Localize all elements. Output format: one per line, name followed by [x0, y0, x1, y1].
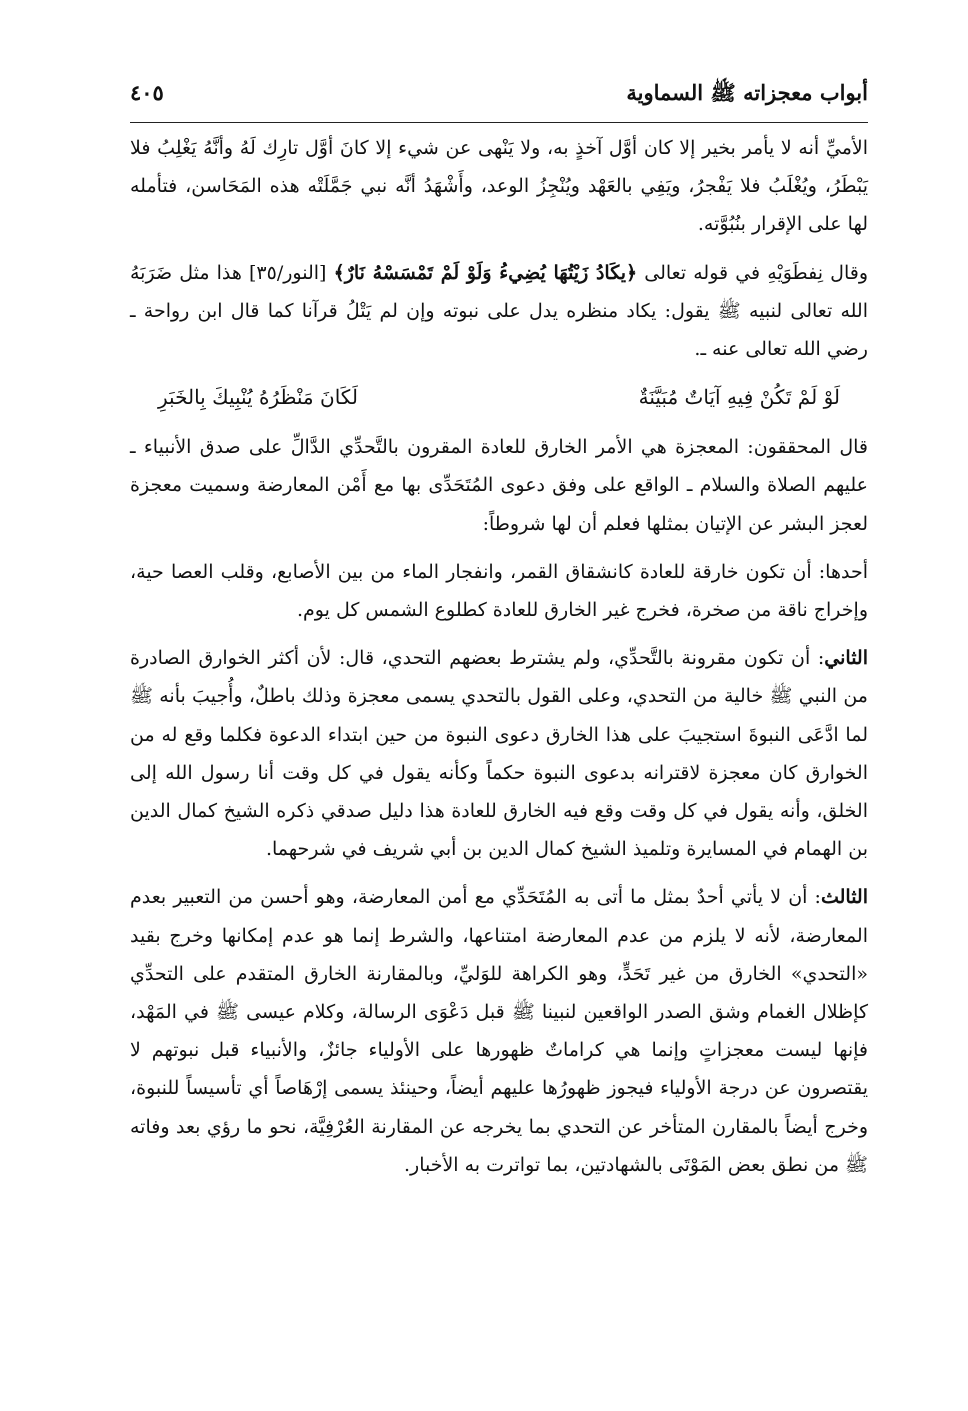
book-page: [130, 70, 868, 1194]
paragraph-5: [130, 639, 868, 868]
paragraph-3: قال المحققون: المعجزة هي الأمر الخارق للعادة المقرون بالتَّحدِّي الدَّالِّ على صدق الأنبياء ـ عليهم الصلاة والسلام ـ الواقع على وفق دعوى المُتَحَدِّى بها مع أَمْن المعارضة وسميت معجزة لعجز البشر عن الإتيان بمثلها فعلم أن لها شروطاً:: [130, 436, 868, 535]
paragraph-6-body: : أن لا يأتي أحدٌ بمثل ما أتى به المُتَحَدِّي مع أمن المعارضة، وهو أحسن من التعبير بعدم المعارضة، لأنه لا يلزم من عدم المعارضة امتناعها، والشرط إنما هو عدم إمكانها وخرج بقيد «التحدي» الخارق من غير تَحَدٍّ، وهو الكراهة للوَليِّ، وبالمقارنة الخارق المتقدم على التحدِّي كإظلال الغمام وشق الصدر الواقعين لنبينا ﷺ قبل دَعْوَى الرسالة، وكلام عيسى ﷺ في المَهْد، فإنها ليست معجزاتٍ وإنما هي كراماتٌ ظهورها على الأولياء جائزٌ، والأنبياء قبل نبوتهم لا يقتصرون عن درجة الأولياء فيجوز ظهورُها عليهم أيضاً، وحينئذ يسمى إرْهَاصاً أي تأسيساً للنبوة، وخرج أيضاً بالمقارن المتأخر عن التحدي بما يخرجه عن المقارنة العُرْفِيَّة، نحو ما رؤي بعد وفاته ﷺ من نطق بعض المَوْتَى بالشهادتين، بما تواترت به الأخبار.: [130, 886, 868, 1176]
paragraph-2-intro: وقال نِفطَوَيْهِ في قوله تعالى: [644, 261, 868, 284]
running-header: [130, 70, 868, 123]
verse-second-hemistich: لَكَانَ مَنْظَرُهُ يُنْبِيكَ بِالخَبَرِ: [158, 385, 358, 410]
paragraph-6-term: الثالث: [820, 886, 868, 909]
verse-first-hemistich: لَوْ لَمْ تَكُنْ فِيهِ آيَاتٌ مُبَيَّنَةٌ: [638, 385, 840, 410]
paragraph-4: أحدها: أن تكون خارقة للعادة كانشقاق القمر، وانفجار الماء من بين الأصابع، وقلب العصا حية، وإخراج ناقة من صخرة، فخرج غير الخارق للعادة كطلوع الشمس كل يوم.: [130, 560, 868, 622]
paragraph-6: [130, 878, 868, 1184]
poetry-verse: [130, 378, 868, 416]
paragraph-1: الأميِّ أنه لا يأمر بخير إلا كان أوَّل آخذٍ به، ولا يَنْهى عن شيء إلا كانَ أوَّل تارِك لَهُ وأنَّهُ يَغْلِبُ فلا يَبْطَرُ، ويُغْلَبُ فلا يَفْجرُ، ويَفِي بالعَهْد ويُنْجِزُ الوعد، وأَشْهَدُ أنَّه نبي جَمَّلَتْه هذه المَحَاسن، فتأمله لها على الإقرار بنُبُوَّته.: [130, 137, 868, 236]
quran-quote: ﴿يكَادُ زَيْتُهَا يُضِيءُ وَلَوْ لَمْ تَمْسَسْهُ نَارٌ﴾: [333, 261, 638, 284]
paragraph-5-body: : أن تكون مقرونة بالتَّحدِّي، ولم يشترط بعضهم التحدي، قال: لأن أكثر الخوارق الصادرة من النبي ﷺ خالية من التحدي، وعلى القول بالتحدي يسمى معجزة وذلك باطلٌ، وأُجيبَ بأنه ﷺ لما ادَّعَى النبوةَ استجيبَ على هذا الخارق دعوى النبوة من حين ابتداء الدعوة فكلما وقع له من الخوارق كان معجزة لاقترانه بدعوى النبوة حكماً وكأنه يقول في كل وقت أنا رسول الله إلى الخلق، وأنه يقول في كل وقت وقع فيه الخارق للعادة هذا دليل صدقي ذكره الشيخ كمال الدين بن الهمام في المسايرة وتلميذ الشيخ كمال الدين بن أبي شريف في شرحهما.: [130, 647, 868, 861]
paragraph-5-term: الثاني: [824, 647, 868, 670]
paragraph-2-rest: [النور/٣٥] هذا مثل ضَرَبَهُ الله تعالى لنبيه ﷺ يقول: يكاد منظره يدل على نبوته وإن لم يَتْلُ قرآنا كما قال ابن رواحة ـ رضي الله تعالى عنه ـ.: [130, 261, 868, 361]
paragraph-2: [130, 254, 868, 369]
page-number: ٤٠٥: [130, 80, 164, 105]
chapter-title: أبواب معجزاته ﷺ السماوية: [626, 80, 868, 105]
